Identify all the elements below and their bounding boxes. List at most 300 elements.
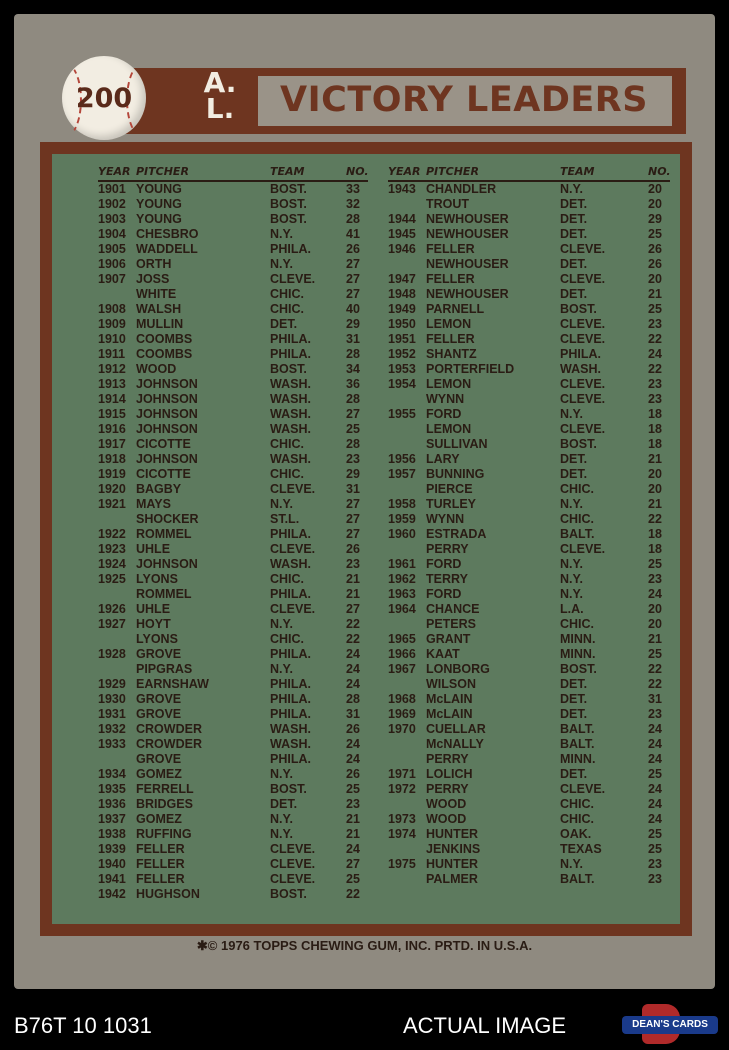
pitcher-cell: JOHNSON: [136, 377, 198, 391]
team-cell: N.Y.: [270, 227, 293, 241]
pitcher-cell: CICOTTE: [136, 437, 191, 451]
table-row: [98, 872, 368, 887]
wins-cell: 22: [648, 362, 662, 376]
table-row: [388, 242, 670, 257]
table-row: [388, 542, 670, 557]
team-cell: BALT.: [560, 722, 595, 736]
wins-cell: 25: [346, 422, 360, 436]
deans-cards-logo: [622, 1004, 718, 1044]
team-cell: N.Y.: [270, 617, 293, 631]
year-cell: 1969: [388, 707, 416, 721]
pitcher-cell: COOMBS: [136, 332, 193, 346]
table-row: [388, 197, 670, 212]
year-cell: 1966: [388, 647, 416, 661]
wins-cell: 32: [346, 197, 360, 211]
pitcher-cell: FORD: [426, 587, 462, 601]
wins-cell: 25: [648, 827, 662, 841]
header-pitcher: PITCHER: [426, 165, 479, 178]
year-cell: 1901: [98, 182, 126, 196]
pitcher-cell: WADDELL: [136, 242, 198, 256]
table-row: [98, 617, 368, 632]
year-cell: 1917: [98, 437, 126, 451]
wins-cell: 23: [648, 572, 662, 586]
table-row: [388, 662, 670, 677]
pitcher-cell: HUNTER: [426, 857, 479, 871]
wins-cell: 18: [648, 422, 662, 436]
pitcher-cell: CHESBRO: [136, 227, 199, 241]
team-cell: WASH.: [270, 377, 311, 391]
year-cell: 1957: [388, 467, 416, 481]
table-row: [388, 692, 670, 707]
wins-cell: 40: [346, 302, 360, 316]
year-cell: 1955: [388, 407, 416, 421]
wins-cell: 31: [346, 707, 360, 721]
pitcher-cell: ESTRADA: [426, 527, 487, 541]
wins-cell: 28: [346, 212, 360, 226]
team-cell: CHIC.: [560, 482, 595, 496]
wins-cell: 20: [648, 197, 662, 211]
pitcher-cell: JOHNSON: [136, 452, 198, 466]
pitcher-cell: CROWDER: [136, 722, 202, 736]
table-row: [98, 587, 368, 602]
year-cell: 1927: [98, 617, 126, 631]
wins-cell: 27: [346, 497, 360, 511]
left-column-header: [98, 164, 368, 182]
year-cell: 1937: [98, 812, 126, 826]
table-row: [388, 572, 670, 587]
table-row: [388, 332, 670, 347]
wins-cell: 24: [346, 737, 360, 751]
year-cell: 1972: [388, 782, 416, 796]
pitcher-cell: ROMMEL: [136, 587, 192, 601]
table-row: [388, 782, 670, 797]
table-row: [98, 527, 368, 542]
wins-cell: 24: [346, 662, 360, 676]
pitcher-cell: McLAIN: [426, 692, 473, 706]
team-cell: DET.: [560, 227, 588, 241]
team-cell: CLEVE.: [560, 242, 606, 256]
year-cell: 1915: [98, 407, 126, 421]
table-row: [98, 422, 368, 437]
pitcher-cell: ORTH: [136, 257, 172, 271]
team-cell: CLEVE.: [270, 602, 316, 616]
wins-cell: 20: [648, 482, 662, 496]
year-cell: 1909: [98, 317, 126, 331]
year-cell: 1942: [98, 887, 126, 901]
pitcher-cell: LEMON: [426, 422, 472, 436]
header-no: NO.: [346, 165, 369, 178]
year-cell: 1933: [98, 737, 126, 751]
wins-cell: 25: [648, 227, 662, 241]
wins-cell: 22: [648, 677, 662, 691]
header-team: TEAM: [270, 165, 305, 178]
table-row: [98, 182, 368, 197]
table-row: [98, 512, 368, 527]
actual-image-label: ACTUAL IMAGE: [403, 1013, 566, 1038]
pitcher-cell: JOHNSON: [136, 422, 198, 436]
table-row: [388, 182, 670, 197]
table-row: [388, 617, 670, 632]
table-row: [98, 722, 368, 737]
team-cell: N.Y.: [560, 572, 583, 586]
pitcher-cell: ROMMEL: [136, 527, 192, 541]
pitcher-cell: MULLIN: [136, 317, 184, 331]
year-cell: 1923: [98, 542, 126, 556]
year-cell: 1941: [98, 872, 126, 886]
year-cell: 1950: [388, 317, 416, 331]
table-row: [98, 257, 368, 272]
pitcher-cell: FORD: [426, 407, 462, 421]
header-no: NO.: [648, 165, 671, 178]
wins-cell: 24: [648, 812, 662, 826]
table-row: [98, 677, 368, 692]
wins-cell: 23: [648, 392, 662, 406]
wins-cell: 23: [648, 857, 662, 871]
team-cell: CHIC.: [270, 632, 305, 646]
wins-cell: 24: [648, 587, 662, 601]
team-cell: N.Y.: [270, 497, 293, 511]
year-cell: 1916: [98, 422, 126, 436]
team-cell: CHIC.: [270, 437, 305, 451]
wins-cell: 34: [346, 362, 360, 376]
table-row: [388, 737, 670, 752]
table-row: [388, 392, 670, 407]
year-cell: 1962: [388, 572, 416, 586]
right-column-header: [388, 164, 670, 182]
year-cell: 1973: [388, 812, 416, 826]
wins-cell: 23: [648, 872, 662, 886]
pitcher-cell: KAAT: [426, 647, 460, 661]
pitcher-cell: FERRELL: [136, 782, 194, 796]
team-cell: WASH.: [270, 557, 311, 571]
year-cell: 1953: [388, 362, 416, 376]
wins-cell: 21: [346, 812, 360, 826]
team-cell: CHIC.: [560, 512, 595, 526]
table-row: [388, 257, 670, 272]
pitcher-cell: LEMON: [426, 377, 472, 391]
table-row: [98, 737, 368, 752]
team-cell: CLEVE.: [560, 272, 606, 286]
team-cell: BOST.: [270, 887, 307, 901]
team-cell: CHIC.: [270, 302, 305, 316]
team-cell: BOST.: [270, 182, 307, 196]
wins-cell: 26: [346, 722, 360, 736]
team-cell: CLEVE.: [270, 272, 316, 286]
table-row: [388, 677, 670, 692]
team-cell: DET.: [560, 677, 588, 691]
team-cell: CLEVE.: [560, 332, 606, 346]
pitcher-cell: FELLER: [136, 872, 185, 886]
pitcher-cell: GROVE: [136, 752, 182, 766]
team-cell: PHILA.: [270, 647, 311, 661]
table-row: [98, 857, 368, 872]
table-row: [98, 347, 368, 362]
table-row: [388, 767, 670, 782]
team-cell: DET.: [270, 797, 298, 811]
wins-cell: 24: [346, 647, 360, 661]
wins-cell: 31: [346, 482, 360, 496]
table-row: [388, 467, 670, 482]
inventory-code: B76T 10 1031: [14, 1013, 152, 1038]
pitcher-cell: LYONS: [136, 632, 178, 646]
year-cell: 1946: [388, 242, 416, 256]
wins-cell: 23: [648, 707, 662, 721]
team-cell: DET.: [560, 287, 588, 301]
wins-cell: 26: [648, 257, 662, 271]
team-cell: BALT.: [560, 872, 595, 886]
team-cell: DET.: [270, 317, 298, 331]
year-cell: 1975: [388, 857, 416, 871]
wins-cell: 36: [346, 377, 360, 391]
table-row: [388, 842, 670, 857]
year-cell: 1924: [98, 557, 126, 571]
wins-cell: 24: [648, 347, 662, 361]
pitcher-cell: NEWHOUSER: [426, 257, 509, 271]
year-cell: 1947: [388, 272, 416, 286]
table-row: [98, 317, 368, 332]
pitcher-cell: YOUNG: [136, 197, 182, 211]
team-cell: PHILA.: [270, 527, 311, 541]
team-cell: CLEVE.: [560, 317, 606, 331]
team-cell: L.A.: [560, 602, 584, 616]
wins-cell: 23: [346, 557, 360, 571]
team-cell: N.Y.: [560, 182, 583, 196]
pitcher-cell: CICOTTE: [136, 467, 191, 481]
pitcher-cell: PERRY: [426, 782, 469, 796]
table-row: [388, 407, 670, 422]
pitcher-cell: PALMER: [426, 872, 478, 886]
year-cell: 1929: [98, 677, 126, 691]
table-row: [388, 422, 670, 437]
year-cell: 1934: [98, 767, 126, 781]
logo-plate: DEAN'S CARDS: [622, 1016, 718, 1034]
team-cell: N.Y.: [270, 812, 293, 826]
pitcher-cell: YOUNG: [136, 182, 182, 196]
team-cell: N.Y.: [560, 857, 583, 871]
wins-cell: 29: [346, 317, 360, 331]
pitcher-cell: CUELLAR: [426, 722, 486, 736]
wins-cell: 27: [346, 272, 360, 286]
wins-cell: 21: [346, 827, 360, 841]
table-row: [388, 227, 670, 242]
table-row: [98, 302, 368, 317]
year-cell: 1911: [98, 347, 126, 361]
team-cell: WASH.: [270, 392, 311, 406]
table-row: [388, 557, 670, 572]
pitcher-cell: TURLEY: [426, 497, 476, 511]
pitcher-cell: BUNNING: [426, 467, 485, 481]
year-cell: 1938: [98, 827, 126, 841]
wins-cell: 25: [648, 767, 662, 781]
table-row: [388, 647, 670, 662]
wins-cell: 24: [648, 752, 662, 766]
wins-cell: 18: [648, 527, 662, 541]
pitcher-cell: WHITE: [136, 287, 177, 301]
year-cell: 1908: [98, 302, 126, 316]
year-cell: 1914: [98, 392, 126, 406]
year-cell: 1951: [388, 332, 416, 346]
wins-cell: 28: [346, 392, 360, 406]
pitcher-cell: SHOCKER: [136, 512, 199, 526]
table-row: [98, 782, 368, 797]
table-row: [388, 512, 670, 527]
pitcher-cell: CROWDER: [136, 737, 202, 751]
table-field: [52, 154, 680, 924]
table-row: [388, 272, 670, 287]
wins-cell: 23: [346, 452, 360, 466]
pitcher-cell: BAGBY: [136, 482, 182, 496]
wins-cell: 21: [346, 572, 360, 586]
pitcher-cell: HOYT: [136, 617, 171, 631]
pitcher-cell: WYNN: [426, 512, 465, 526]
pitcher-cell: WALSH: [136, 302, 182, 316]
table-row: [388, 632, 670, 647]
team-cell: N.Y.: [560, 587, 583, 601]
pitcher-cell: SULLIVAN: [426, 437, 488, 451]
wins-cell: 33: [346, 182, 360, 196]
table-row: [98, 692, 368, 707]
wins-cell: 20: [648, 182, 662, 196]
wins-cell: 41: [346, 227, 360, 241]
team-cell: TEXAS: [560, 842, 602, 856]
table-row: [98, 557, 368, 572]
wins-cell: 27: [346, 512, 360, 526]
team-cell: WASH.: [270, 422, 311, 436]
team-cell: CLEVE.: [560, 782, 606, 796]
team-cell: BOST.: [270, 212, 307, 226]
team-cell: BOST.: [560, 302, 597, 316]
pitcher-cell: McNALLY: [426, 737, 484, 751]
team-cell: CHIC.: [560, 812, 595, 826]
team-cell: BALT.: [560, 527, 595, 541]
table-row: [98, 377, 368, 392]
table-row: [98, 767, 368, 782]
pitcher-cell: PERRY: [426, 542, 469, 556]
year-cell: 1944: [388, 212, 416, 226]
year-cell: 1906: [98, 257, 126, 271]
year-cell: 1912: [98, 362, 126, 376]
team-cell: BOST.: [560, 437, 597, 451]
year-cell: 1936: [98, 797, 126, 811]
year-cell: 1903: [98, 212, 126, 226]
table-row: [98, 662, 368, 677]
wins-cell: 21: [648, 452, 662, 466]
pitcher-cell: PETERS: [426, 617, 477, 631]
year-cell: 1913: [98, 377, 126, 391]
year-cell: 1926: [98, 602, 126, 616]
wins-cell: 26: [346, 242, 360, 256]
team-cell: PHILA.: [270, 707, 311, 721]
year-cell: 1959: [388, 512, 416, 526]
team-cell: PHILA.: [270, 332, 311, 346]
year-cell: 1971: [388, 767, 416, 781]
table-row: [388, 302, 670, 317]
pitcher-cell: McLAIN: [426, 707, 473, 721]
year-cell: 1940: [98, 857, 126, 871]
pitcher-cell: GRANT: [426, 632, 471, 646]
table-row: [388, 437, 670, 452]
pitcher-cell: JOHNSON: [136, 407, 198, 421]
table-row: [98, 212, 368, 227]
year-cell: 1918: [98, 452, 126, 466]
table-row: [98, 827, 368, 842]
pitcher-cell: LOLICH: [426, 767, 473, 781]
pitcher-cell: MAYS: [136, 497, 171, 511]
table-row: [98, 332, 368, 347]
table-row: [98, 272, 368, 287]
table-row: [388, 602, 670, 617]
year-cell: 1961: [388, 557, 416, 571]
team-cell: WASH.: [560, 362, 601, 376]
team-cell: CLEVE.: [270, 542, 316, 556]
table-row: [98, 392, 368, 407]
wins-cell: 25: [648, 557, 662, 571]
pitcher-cell: LEMON: [426, 317, 472, 331]
table-row: [98, 452, 368, 467]
pitcher-cell: PERRY: [426, 752, 469, 766]
pitcher-cell: YOUNG: [136, 212, 182, 226]
wins-cell: 31: [648, 692, 662, 706]
year-cell: 1949: [388, 302, 416, 316]
pitcher-cell: HUNTER: [426, 827, 479, 841]
pitcher-cell: TROUT: [426, 197, 470, 211]
team-cell: DET.: [560, 257, 588, 271]
pitcher-cell: JENKINS: [426, 842, 481, 856]
right-rows: [388, 182, 670, 887]
team-cell: WASH.: [270, 407, 311, 421]
wins-cell: 29: [648, 212, 662, 226]
wins-cell: 26: [346, 767, 360, 781]
table-row: [98, 812, 368, 827]
table-row: [98, 467, 368, 482]
team-cell: CLEVE.: [560, 392, 606, 406]
wins-cell: 24: [648, 797, 662, 811]
year-cell: 1928: [98, 647, 126, 661]
wins-cell: 20: [648, 617, 662, 631]
table-row: [388, 707, 670, 722]
wins-cell: 22: [346, 887, 360, 901]
table-row: [388, 722, 670, 737]
wins-cell: 24: [346, 842, 360, 856]
wins-cell: 25: [648, 302, 662, 316]
table-row: [388, 812, 670, 827]
wins-cell: 27: [346, 857, 360, 871]
wins-cell: 27: [346, 287, 360, 301]
table-row: [98, 227, 368, 242]
table-row: [98, 632, 368, 647]
year-cell: 1970: [388, 722, 416, 736]
table-row: [388, 527, 670, 542]
wins-cell: 28: [346, 347, 360, 361]
year-cell: 1939: [98, 842, 126, 856]
copyright-line: ✱© 1976 TOPPS CHEWING GUM, INC. PRTD. IN U.S.A.: [196, 938, 533, 953]
card-back: [14, 14, 715, 989]
wins-cell: 20: [648, 602, 662, 616]
table-row: [388, 362, 670, 377]
wins-cell: 23: [648, 377, 662, 391]
table-row: [98, 497, 368, 512]
year-cell: 1910: [98, 332, 126, 346]
league-label: A. L.: [203, 66, 237, 125]
table-row: [388, 872, 670, 887]
right-column: [388, 164, 670, 887]
table-row: [388, 212, 670, 227]
wins-cell: 20: [648, 467, 662, 481]
pitcher-cell: RUFFING: [136, 827, 192, 841]
year-cell: 1960: [388, 527, 416, 541]
pitcher-cell: GOMEZ: [136, 767, 182, 781]
team-cell: PHILA.: [270, 752, 311, 766]
